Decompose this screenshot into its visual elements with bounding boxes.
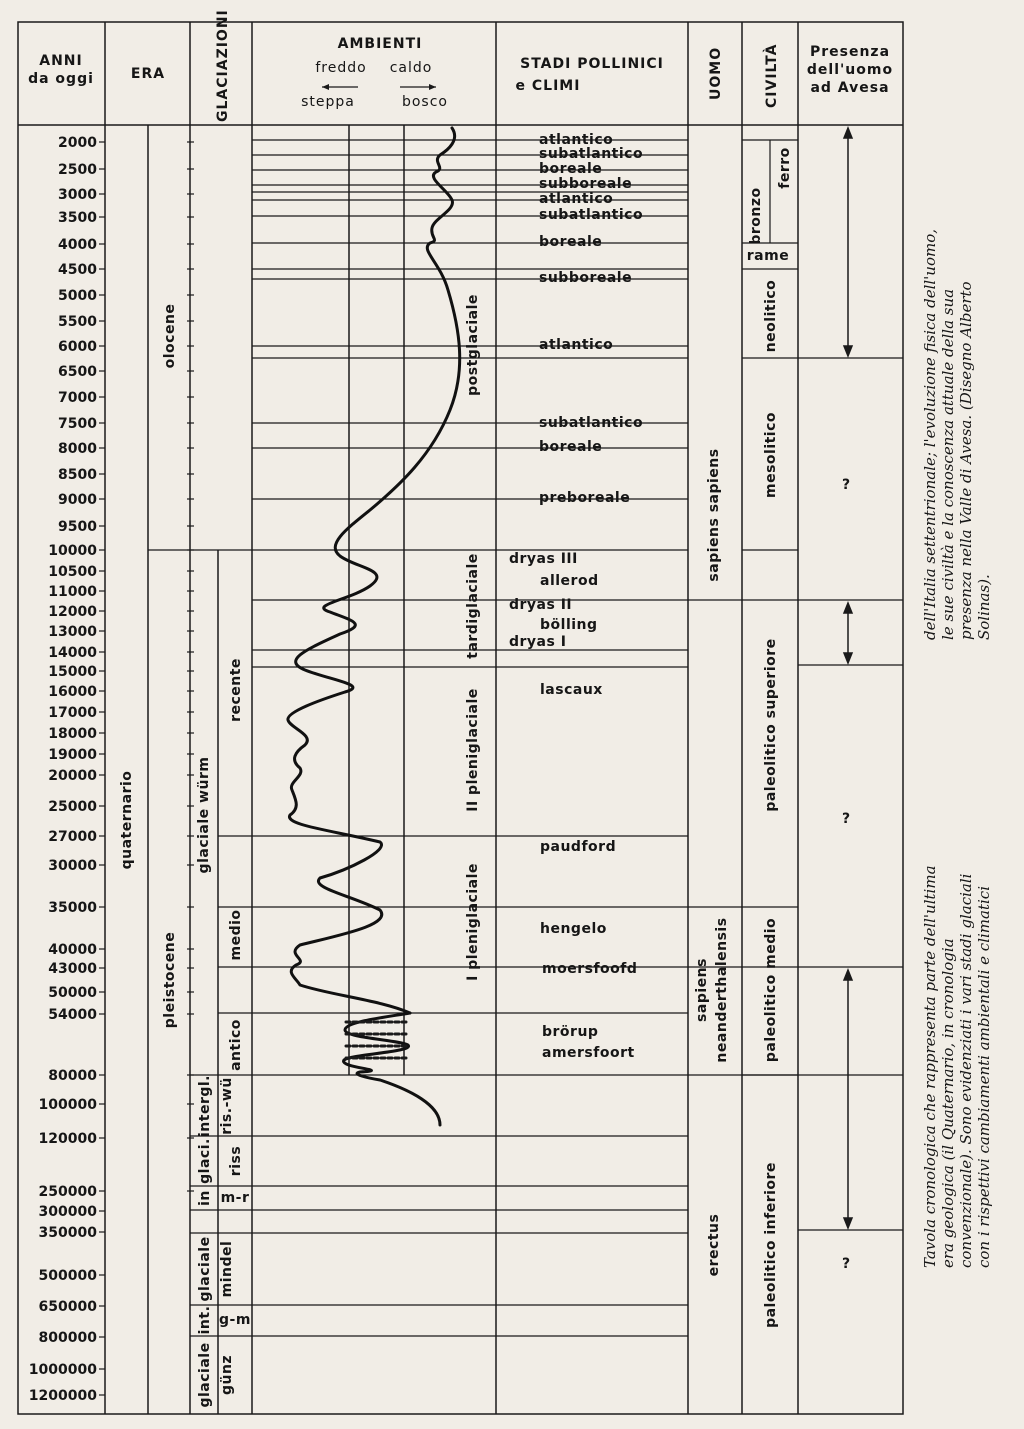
year-label: 25000	[48, 799, 97, 815]
presence-range-2	[844, 603, 852, 663]
year-label: 19000	[48, 747, 97, 763]
wurm-medio: medio	[228, 909, 244, 961]
stadio-label: dryas II	[509, 597, 573, 613]
stadio-label: amersfoort	[542, 1045, 635, 1061]
stadio-label: subboreale	[539, 270, 633, 286]
header-freddo: freddo	[315, 60, 367, 76]
year-label: 17000	[48, 705, 97, 721]
glaci-label: glaci.	[197, 1138, 213, 1184]
year-label: 8500	[58, 467, 97, 483]
year-label: 100000	[38, 1097, 97, 1113]
glaciale-mindel-2: mindel	[219, 1240, 235, 1298]
year-label: 6500	[58, 364, 97, 380]
stadi-pollinici	[509, 132, 643, 1061]
riss-label: riss	[228, 1145, 244, 1177]
header-anni-1: ANNI	[39, 53, 83, 69]
year-ticks	[99, 142, 194, 1395]
year-label: 800000	[38, 1330, 97, 1346]
stage-lines	[148, 140, 903, 1336]
header-stadi-2: e CLIMI	[515, 78, 581, 94]
stadio-label: atlantico	[539, 132, 614, 148]
year-label: 4000	[58, 237, 97, 253]
presenza-unknown-2: ?	[841, 811, 851, 827]
sapiens-neanderthalensis-2: neanderthalensis	[714, 917, 730, 1063]
civilta-paleolitico-inferiore: paleolitico inferiore	[763, 1162, 779, 1328]
stadio-label: boreale	[539, 234, 603, 250]
year-label: 50000	[48, 985, 97, 1001]
glaciale-mindel-1: glaciale	[197, 1236, 213, 1302]
header-caldo: caldo	[389, 60, 433, 76]
header-presenza-1: Presenza	[809, 44, 891, 60]
year-label: 15000	[48, 664, 97, 680]
ris-wu-label: ris.-wü	[219, 1077, 235, 1135]
presenza-unknown-3: ?	[841, 1256, 851, 1272]
stadio-label: atlantico	[539, 191, 614, 207]
glaciazioni-column	[196, 658, 251, 1407]
civilta-rame: rame	[746, 248, 790, 264]
year-label: 10500	[48, 564, 97, 580]
arrow-left-icon	[322, 84, 358, 90]
sapiens-sapiens: sapiens sapiens	[706, 448, 722, 582]
stadio-label: dryas III	[509, 551, 578, 567]
stadio-label: preboreale	[539, 490, 631, 506]
year-label: 43000	[48, 961, 97, 977]
wurm-antico: antico	[228, 1019, 244, 1071]
g-m-label: g-m	[219, 1312, 251, 1328]
header-steppa: steppa	[301, 94, 355, 110]
era-olocene: olocene	[162, 303, 178, 369]
erectus: erectus	[706, 1213, 722, 1277]
year-label: 12000	[48, 604, 97, 620]
header-stadi-1: STADI POLLINICI	[520, 56, 664, 72]
stadio-label: dryas I	[509, 634, 567, 650]
caption-top-4: Solinas).	[975, 574, 993, 640]
header-row	[28, 9, 893, 122]
stadio-label: subatlantico	[539, 415, 644, 431]
year-label: 16000	[48, 684, 97, 700]
stadio-label: atlantico	[539, 337, 614, 353]
year-label: 2000	[58, 135, 97, 151]
year-label: 300000	[38, 1204, 97, 1220]
civilta-bronzo: bronzo	[748, 187, 764, 245]
caption-bottom-1: Tavola cronologica che rappresenta parte dell'ultima	[921, 865, 939, 1268]
caption-bottom-2: era geologica (il Quaternario, in cronologia	[939, 938, 957, 1268]
civilta-mesolitico: mesolitico	[763, 411, 779, 499]
header-ambienti: AMBIENTI	[337, 36, 423, 52]
header-presenza-3: ad Avesa	[810, 80, 890, 96]
stadio-label: boreale	[539, 439, 603, 455]
header-bosco: bosco	[401, 94, 449, 110]
stadio-label: hengelo	[540, 921, 607, 937]
year-label: 120000	[38, 1131, 97, 1147]
year-label: 80000	[48, 1068, 97, 1084]
intergl-label: intergl.	[197, 1075, 213, 1137]
year-label: 30000	[48, 858, 97, 874]
caption-top-3: presenza nella Valle di Avesa. (Disegno Alberto	[957, 281, 975, 640]
glaciale-gunz-2: günz	[219, 1354, 235, 1396]
postglaciale-label: postglaciale	[465, 294, 481, 396]
presence-range-1	[844, 128, 852, 356]
stadio-label: allerod	[540, 573, 599, 589]
presenza-column	[842, 128, 852, 1272]
year-label: 27000	[48, 829, 97, 845]
caption-bottom-3: convenzionale). Sono evidenziati i vari stadi glaciali	[957, 873, 975, 1268]
year-label: 14000	[48, 645, 97, 661]
year-label: 1200000	[28, 1388, 97, 1404]
year-label: 2500	[58, 162, 97, 178]
year-label: 54000	[48, 1007, 97, 1023]
year-label: 10000	[48, 543, 97, 559]
uomo-column	[694, 448, 730, 1276]
i-pleniglaciale-label: I pleniglaciale	[465, 863, 481, 981]
caption-top-1: dell'Italia settentrionale; l'evoluzione fisica dell'uomo,	[921, 228, 939, 640]
caption-bottom-4: con i rispettivi cambiamenti ambientali e climatici	[975, 886, 993, 1268]
header-anni-2: da oggi	[28, 71, 94, 87]
year-label: 35000	[48, 900, 97, 916]
year-label: 3500	[58, 210, 97, 226]
civilta-ferro: ferro	[777, 147, 793, 189]
caption	[921, 229, 993, 1268]
year-label: 250000	[38, 1184, 97, 1200]
sapiens-neanderthalensis-1: sapiens	[694, 958, 710, 1022]
year-label: 40000	[48, 942, 97, 958]
year-label: 13000	[48, 624, 97, 640]
year-label: 350000	[38, 1225, 97, 1241]
year-label: 5000	[58, 288, 97, 304]
presence-range-3	[844, 970, 852, 1228]
civilta-column	[747, 147, 793, 1328]
year-label: 20000	[48, 768, 97, 784]
year-label: 500000	[38, 1268, 97, 1284]
m-r-label: m-r	[220, 1190, 250, 1206]
header-presenza-2: dell'uomo	[806, 62, 894, 78]
stadio-label: brörup	[542, 1024, 599, 1040]
civilta-neolitico: neolitico	[763, 279, 779, 353]
tardiglaciale-label: tardiglaciale	[465, 553, 481, 659]
stadio-label: moersfoofd	[542, 961, 638, 977]
stadio-label: lascaux	[540, 682, 603, 698]
stadio-label: subatlantico	[539, 207, 644, 223]
year-label: 9000	[58, 492, 97, 508]
year-label: 650000	[38, 1299, 97, 1315]
civilta-paleolitico-medio: paleolitico medio	[763, 917, 779, 1063]
year-label: 8000	[58, 441, 97, 457]
year-label: 1000000	[28, 1362, 97, 1378]
year-label: 9500	[58, 519, 97, 535]
presenza-unknown-1: ?	[841, 477, 851, 493]
wurm-recente: recente	[228, 658, 244, 722]
glaciale-wurm: glaciale würm	[196, 756, 212, 874]
year-label: 6000	[58, 339, 97, 355]
year-label: 7500	[58, 416, 97, 432]
year-label: 5500	[58, 314, 97, 330]
header-civilta: CIVILTÀ	[764, 43, 780, 108]
climate-curve	[288, 128, 460, 1125]
stadio-label: subboreale	[539, 176, 633, 192]
year-label: 4500	[58, 262, 97, 278]
era-pleistocene: pleistocene	[162, 931, 178, 1029]
caption-top-2: le sue civiltà e la conoscenza attuale della sua	[939, 288, 957, 640]
stadio-label: subatlantico	[539, 146, 644, 162]
year-label: 11000	[48, 584, 97, 600]
header-uomo: UOMO	[708, 46, 724, 100]
in-label: in	[197, 1190, 213, 1206]
era-quaternario: quaternario	[119, 770, 135, 870]
arrow-right-icon	[400, 84, 436, 90]
year-axis	[29, 135, 97, 1404]
stadio-label: bölling	[540, 617, 598, 633]
ii-pleniglaciale-label: II pleniglaciale	[465, 688, 481, 812]
year-label: 3000	[58, 187, 97, 203]
year-label: 18000	[48, 726, 97, 742]
stadio-label: boreale	[539, 161, 603, 177]
header-era: ERA	[130, 66, 166, 82]
ambienti-labels	[465, 294, 481, 981]
stadio-label: paudford	[540, 839, 617, 855]
header-glaciazioni: GLACIAZIONI	[215, 9, 231, 122]
civilta-paleolitico-superiore: paleolitico superiore	[763, 638, 779, 812]
int-label: int.	[197, 1305, 213, 1335]
glaciale-gunz-1: glaciale	[197, 1342, 213, 1408]
year-label: 7000	[58, 390, 97, 406]
